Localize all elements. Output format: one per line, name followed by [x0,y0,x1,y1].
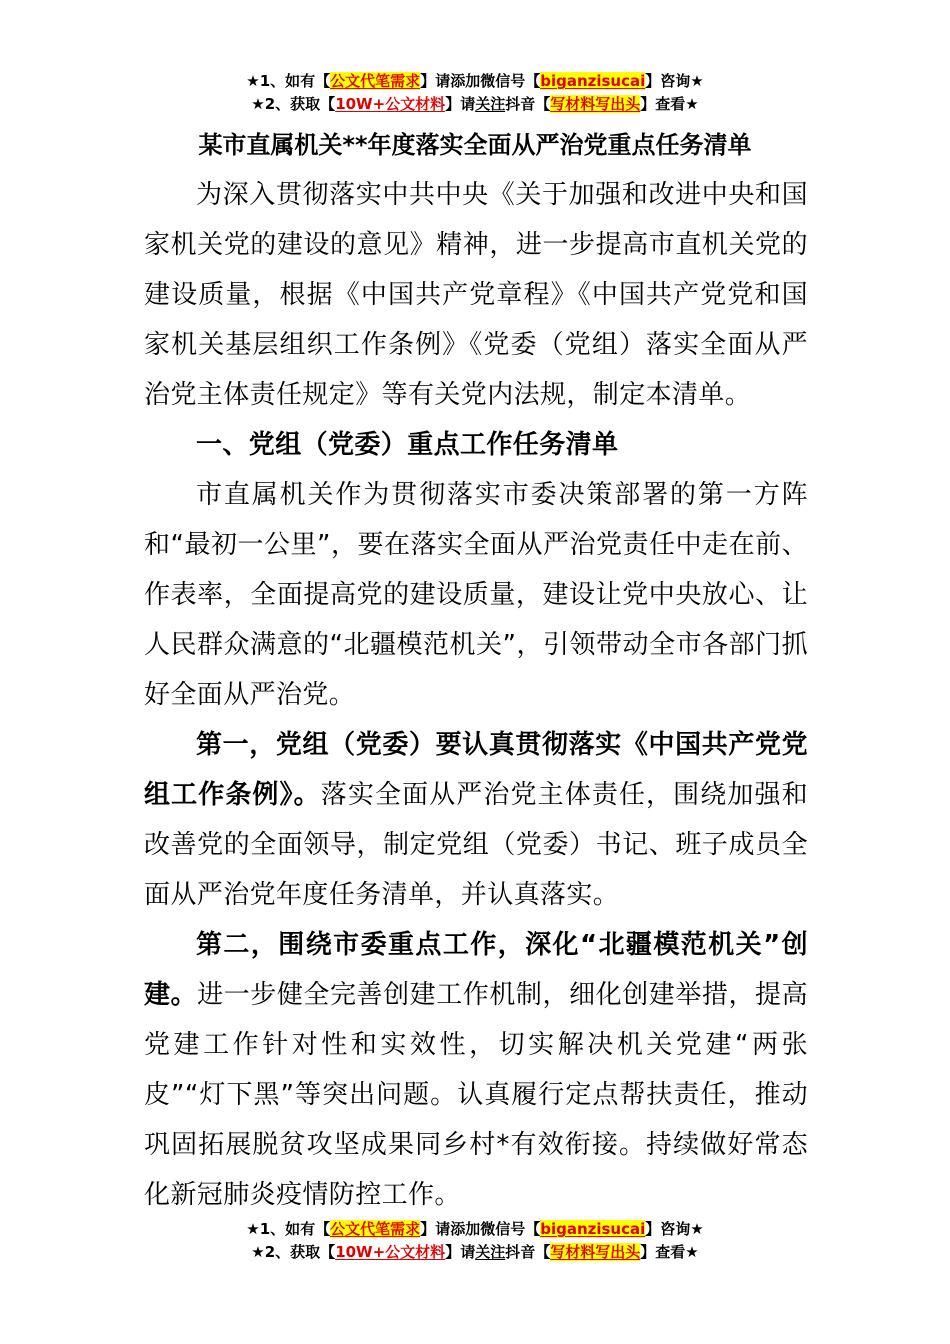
promo-text: 】请添加微信号【 [420,72,541,90]
promo-highlight-service: 公文代笔需求 [330,72,421,90]
intro-paragraph: 为深入贯彻落实中共中央《关于加强和改进中央和国家机关党的建设的意见》精神，进一步提高市直机关党的建设质量，根据《中国共产党章程》《中国共产党党和国家机关基层组织工作条例》《党委（党组）落实全面从严治党主体责任规定》等有关党内法规，制定本清单。 [144,180,808,410]
promo-douyin-account: 写材料写出头 [550,1243,641,1261]
promo-highlight-materials: 10W+公文材料 [335,95,446,113]
promo-text: ★1、如有【 [246,72,331,90]
promo-text: ★2、获取【 [251,95,336,113]
section-heading: 一、党组（党委）重点工作任务清单 [196,430,619,460]
promo-wechat-id: biganzisucai [540,1220,646,1238]
promo-text: 】请添加微信号【 [420,1220,541,1238]
section-paragraph: 市直属机关作为贯彻落实市委决策部署的第一方阵和“最初一公里”，要在落实全面从严治党责任中走在前、作表率，全面提高党的建设质量，建设让党中央放心、让人民群众满意的“北疆模范机关”，引领带动全市各部门抓好全面从严治党。 [144,480,808,710]
promo-highlight-materials: 10W+公文材料 [335,1243,446,1261]
promo-banner-top [0,70,950,116]
promo-text: 抖音【 [505,1243,551,1261]
promo-banner-bottom [0,1218,950,1264]
task-item-2-heading: 第二，围绕市委重点工作，深化“北疆模范机关”创建。 [144,930,808,1010]
promo-text: 】咨询★ [645,1220,704,1238]
task-item-1 [144,720,808,920]
promo-text: 】请 [445,95,476,113]
promo-text: ★2、获取【 [251,1243,336,1261]
promo-text: 】咨询★ [645,72,704,90]
promo-highlight-service: 公文代笔需求 [330,1220,421,1238]
promo-douyin-account: 写材料写出头 [550,95,641,113]
promo-text: 】查看★ [640,1243,699,1261]
promo-text-follow: 关注 [475,1243,506,1261]
task-item-1-text: 落实全面从严治党主体责任，围绕加强和改善党的全面领导，制定党组（党委）书记、班子成员全面从严治党年度任务清单，并认真落实。 [144,780,808,910]
promo-text: 】查看★ [640,95,699,113]
promo-text: ★1、如有【 [246,1220,331,1238]
promo-text-follow: 关注 [475,95,506,113]
promo-wechat-id: biganzisucai [540,72,646,90]
document-body [144,170,808,1220]
promo-line-2 [0,93,950,116]
promo-line-1 [0,70,950,93]
task-item-2-text: 进一步健全完善创建工作机制，细化创建举措，提高党建工作针对性和实效性，切实解决机关党建“两张皮”“灯下黑”等突出问题。认真履行定点帮扶责任，推动巩固拓展脱贫攻坚成果同乡村*有效衔接。持续做好常态化新冠肺炎疫情防控工作。 [144,980,808,1210]
promo-text: 抖音【 [505,95,551,113]
promo-text: 】请 [445,1243,476,1261]
document-title: 某市直属机关**年度落实全面从严治党重点任务清单 [198,131,752,159]
task-item-2 [144,920,808,1220]
promo-line-1 [0,1218,950,1241]
task-item-1-heading: 第一，党组（党委）要认真贯彻落实《中国共产党党组工作条例》。 [144,730,808,810]
promo-line-2 [0,1241,950,1264]
